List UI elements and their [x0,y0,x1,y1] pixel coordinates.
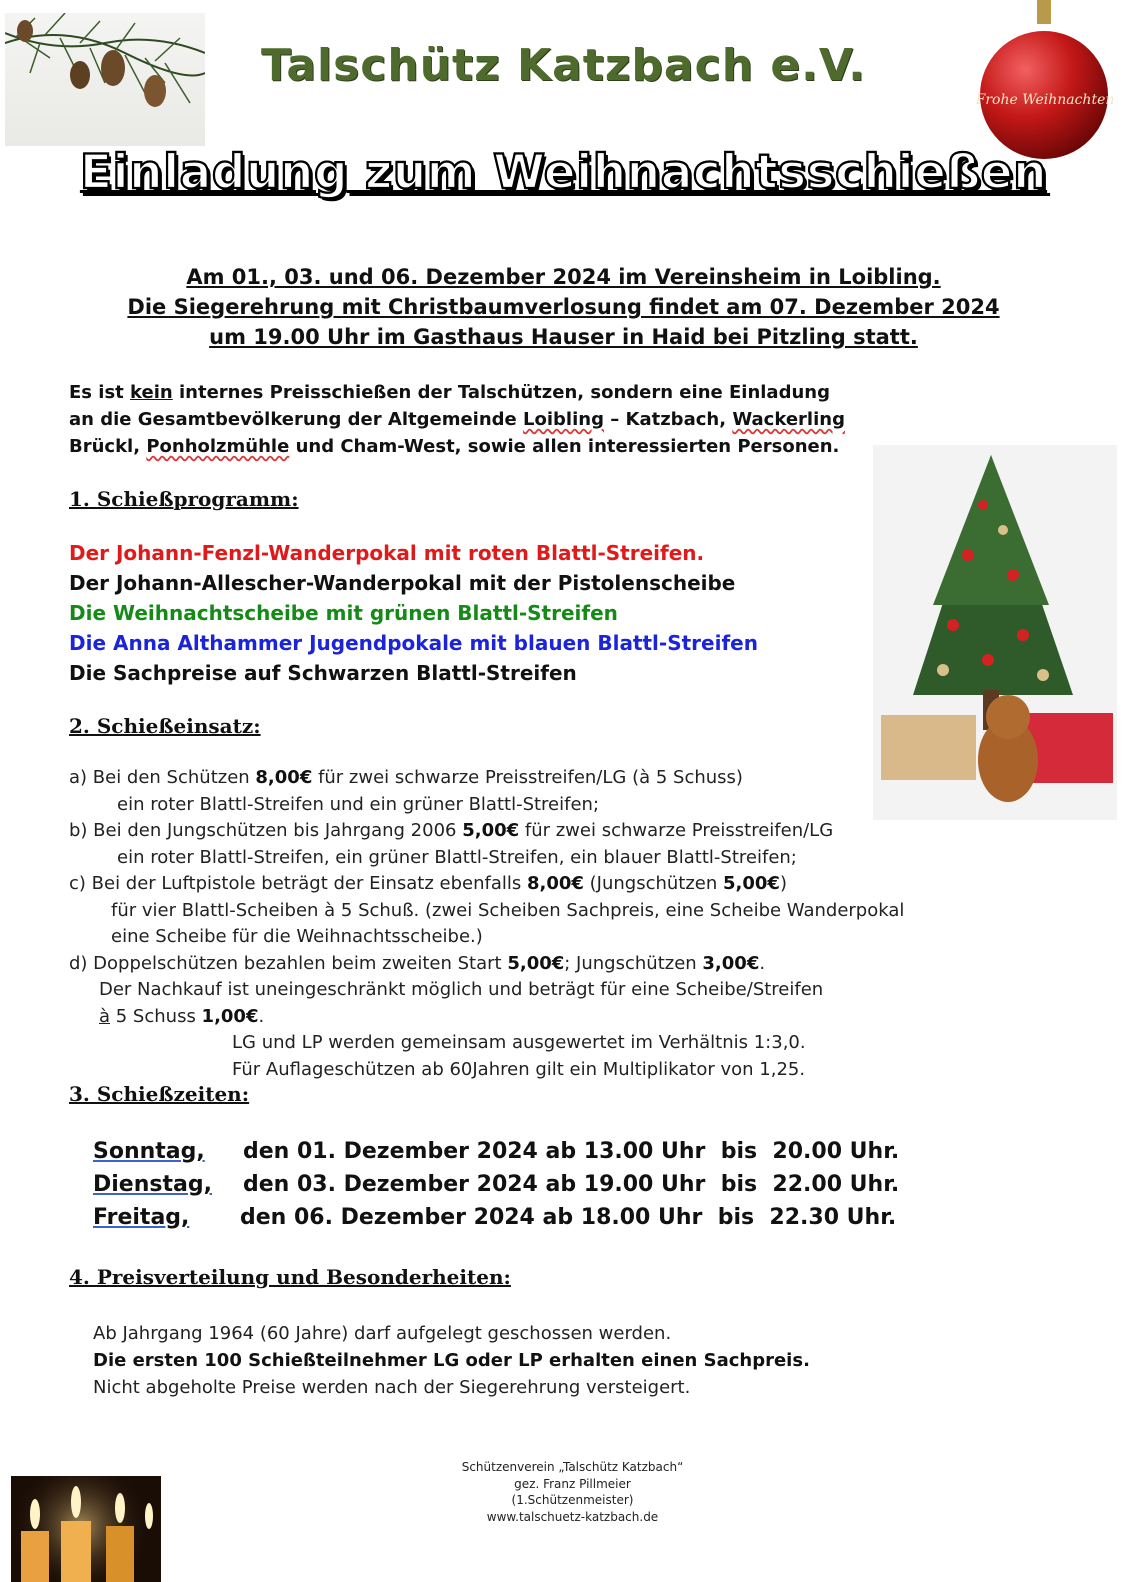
invitation-line-2: an die Gesamtbevölkerung der Altgemeinde Loibling – Katzbach, Wackerling [69,409,845,430]
fee-line: Für Auflageschützen ab 60Jahren gilt ein Multiplikator von 1,25. [232,1058,806,1080]
footer-org: Schützenverein „Talschütz Katzbach“ [461,1460,684,1474]
footer-signed: gez. Franz Pillmeier [514,1476,631,1491]
intro-line-3: um 19.00 Uhr im Gasthaus Hauser in Haid bei Pitzling statt. [209,325,918,349]
time-day: Freitag, [93,1205,190,1230]
section-heading-program: 1. Schießprogramm: [69,487,299,511]
fee-line: für vier Blattl-Scheiben à 5 Schuß. (zwei Scheiben Sachpreis, eine Scheibe Wanderpokal [111,899,905,921]
section-heading-prizes: 4. Preisverteilung und Besonderheiten: [69,1265,511,1289]
note-line: Ab Jahrgang 1964 (60 Jahre) darf aufgelegt geschossen werden. [93,1323,672,1344]
fees-list [69,765,904,1083]
section-heading-times: 3. Schießzeiten: [69,1082,250,1106]
time-details: den 01. Dezember 2024 ab 13.00 Uhr bis 20.00 Uhr. [243,1139,900,1164]
fee-line: à 5 Schuss 1,00€. [99,1005,265,1027]
invitation-paragraph [69,379,889,460]
note-line: Die ersten 100 Schießteilnehmer LG oder LP erhalten einen Sachpreis. [93,1350,810,1371]
fee-line: Der Nachkauf ist uneingeschränkt möglich und beträgt für eine Scheibe/Streifen [99,979,824,1000]
fee-line: c) Bei der Luftpistole beträgt der Einsatz ebenfalls 8,00€ (Jungschützen 5,00€) [69,873,787,894]
program-item: Die Weihnachtscheibe mit grünen Blattl-Streifen [69,601,618,625]
time-details: den 03. Dezember 2024 ab 19.00 Uhr bis 22.00 Uhr. [243,1172,900,1197]
program-item: Der Johann-Allescher-Wanderpokal mit der Pistolenscheibe [69,571,736,595]
footer-role: (1.Schützenmeister) [511,1493,634,1507]
time-details: den 06. Dezember 2024 ab 18.00 Uhr bis 22.30 Uhr. [240,1205,897,1230]
fee-line: a) Bei den Schützen 8,00€ für zwei schwarze Preisstreifen/LG (à 5 Schuss) [69,767,743,788]
section-heading-fees: 2. Schießeinsatz: [69,714,261,738]
program-item: Die Anna Althammer Jugendpokale mit blauen Blattl-Streifen [69,631,758,655]
invitation-line-1: Es ist kein internes Preisschießen der Talschützen, sondern eine Einladung [69,382,830,403]
fee-line: eine Scheibe für die Weihnachtsscheibe.) [111,926,483,947]
note-line: Nicht abgeholte Preise werden nach der Siegerehrung versteigert. [93,1377,691,1398]
shooting-program-list [69,538,758,688]
program-item: Die Sachpreise auf Schwarzen Blattl-Streifen [69,661,577,685]
ornament-text: Frohe Weihnachten [975,92,1115,108]
invitation-line-3: Brückl, Ponholzmühle und Cham-West, sowie allen interessierten Personen. [69,436,840,457]
candles-image [11,1476,161,1582]
footer-website: www.talschuetz-katzbach.de [486,1509,659,1524]
program-item: Der Johann-Fenzl-Wanderpokal mit roten Blattl-Streifen. [69,541,705,565]
footer-signature [400,1459,745,1525]
time-day: Dienstag, [93,1172,212,1197]
fee-line: LG und LP werden gemeinsam ausgewertet im Verhältnis 1:3,0. [232,1032,806,1053]
intro-line-1: Am 01., 03. und 06. Dezember 2024 im Vereinsheim in Loibling. [186,265,941,289]
club-name: Talschütz Katzbach e.V. [261,40,866,91]
fee-line: d) Doppelschützen bezahlen beim zweiten Start 5,00€; Jungschützen 3,00€. [69,952,766,974]
christmas-tree-image [873,445,1117,820]
intro-line-2: Die Siegerehrung mit Christbaumverlosung findet am 07. Dezember 2024 [127,295,1000,319]
fee-line: ein roter Blattl-Streifen und ein grüner Blattl-Streifen; [117,793,600,815]
time-day: Sonntag, [93,1139,205,1164]
fee-line: b) Bei den Jungschützen bis Jahrgang 2006 5,00€ für zwei schwarze Preisstreifen/LG [69,820,834,841]
event-intro [0,262,1127,352]
fee-line: ein roter Blattl-Streifen, ein grüner Blattl-Streifen, ein blauer Blattl-Streifen; [117,846,797,868]
prizes-notes [93,1320,810,1401]
page-title: Einladung zum Weihnachtsschießen [79,145,1048,200]
